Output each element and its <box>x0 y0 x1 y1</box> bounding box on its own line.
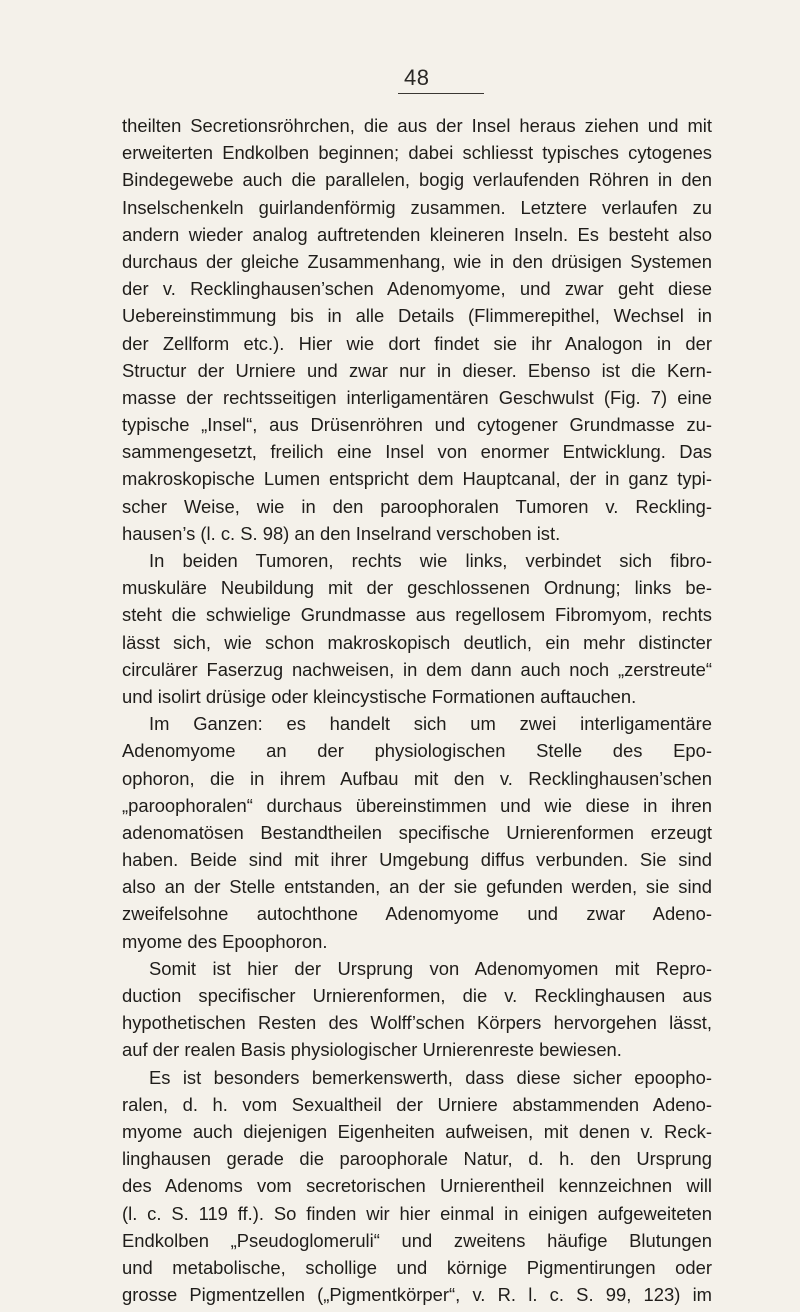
text-line: zweifelsohne autochthone Adenomyome und zwar Adeno- <box>122 903 712 925</box>
text-line: theilten Secretionsröhrchen, die aus der Insel heraus ziehen und mit <box>122 115 712 136</box>
text-line: linghausen gerade die paroophorale Natur, d. h. den Ursprung <box>122 1148 712 1170</box>
text-line: ophoron, die in ihrem Aufbau mit den v. Recklinghausen’schen <box>122 767 712 789</box>
text-line: auf der realen Basis physiologischer Urnierenreste bewiesen. <box>122 1039 622 1061</box>
text-line: des Adenoms vom secretorischen Urnierentheil kennzeichnen will <box>122 1175 712 1197</box>
text-line: erweiterten Endkolben beginnen; dabei schliesst typisches cytogenes <box>122 142 712 164</box>
text-line: myome auch diejenigen Eigenheiten aufweisen, mit denen v. Reck- <box>122 1120 712 1142</box>
text-line: hypothetischen Resten des Wolff’schen Körpers hervorgehen lässt, <box>122 1012 712 1034</box>
text-line: Somit ist hier der Ursprung von Adenomyomen mit Repro- <box>149 957 712 979</box>
text-line: sammengesetzt, freilich eine Insel von enormer Entwicklung. Das <box>122 441 712 463</box>
text-line: (l. c. S. 119 ff.). So finden wir hier einmal in einigen aufgeweiteten <box>122 1202 712 1224</box>
page-number: 48 <box>404 65 430 90</box>
text-line: der Zellform etc.). Hier wie dort findet sie ihr Analogon in der <box>122 332 712 354</box>
text-line: Adenomyome an der physiologischen Stelle des Epo- <box>122 740 712 762</box>
text-line: grosse Pigmentzellen („Pigmentkörper“, v. R. l. c. S. 99, 123) im <box>122 1284 712 1306</box>
text-line: andern wieder analog auftretenden kleineren Inseln. Es besteht also <box>122 223 712 245</box>
text-line: lässt sich, wie schon makroskopisch deutlich, ein mehr distincter <box>122 631 712 653</box>
body-text <box>122 112 712 1308</box>
header-rule <box>398 93 484 94</box>
text-line: Im Ganzen: es handelt sich um zwei interligamentäre <box>149 713 712 735</box>
text-line: scher Weise, wie in den paroophoralen Tumoren v. Reckling- <box>122 495 712 517</box>
text-line: haben. Beide sind mit ihrer Umgebung diffus verbunden. Sie sind <box>122 849 712 871</box>
text-line: durchaus der gleiche Zusammenhang, wie in den drüsigen Systemen <box>122 250 712 272</box>
text-line: adenomatösen Bestandtheilen specifische Urnierenformen erzeugt <box>122 821 712 843</box>
text-line: und metabolische, schollige und körnige Pigmentirungen oder <box>122 1256 712 1278</box>
text-line: ralen, d. h. vom Sexualtheil der Urniere abstammenden Adeno- <box>122 1093 712 1115</box>
text-line: typische „Insel“, aus Drüsenröhren und cytogener Grundmasse zu- <box>122 414 712 436</box>
text-line: Uebereinstimmung bis in alle Details (Flimmerepithel, Wechsel in <box>122 305 712 327</box>
text-line: Es ist besonders bemerkenswerth, dass diese sicher epoopho- <box>149 1066 712 1088</box>
text-line: myome des Epoophoron. <box>122 930 328 952</box>
text-line: „paroophoralen“ durchaus übereinstimmen und wie diese in ihren <box>122 794 712 816</box>
text-line: muskuläre Neubildung mit der geschlossenen Ordnung; links be- <box>122 577 712 599</box>
text-line: In beiden Tumoren, rechts wie links, verbindet sich fibro- <box>149 550 712 571</box>
text-line: also an der Stelle entstanden, an der sie gefunden werden, sie sind <box>122 876 712 898</box>
text-line: der v. Recklinghausen’schen Adenomyome, und zwar geht diese <box>122 278 712 300</box>
text-line: Bindegewebe auch die parallelen, bogig verlaufenden Röhren in den <box>122 169 712 191</box>
text-line: Structur der Urniere und zwar nur in dieser. Ebenso ist die Kern- <box>122 359 712 381</box>
text-line: circulärer Faserzug nachweisen, in dem dann auch noch „zerstreute“ <box>122 658 712 680</box>
text-line: Inselschenkeln guirlandenförmig zusammen. Letztere verlaufen zu <box>122 196 712 218</box>
text-line: und isolirt drüsige oder kleincystische Formationen auftauchen. <box>122 685 637 707</box>
text-line: masse der rechtsseitigen interligamentären Geschwulst (Fig. 7) eine <box>122 386 712 408</box>
text-line: hausen’s (l. c. S. 98) an den Inselrand verschoben ist. <box>122 522 561 544</box>
text-line: makroskopische Lumen entspricht dem Hauptcanal, der in ganz typi- <box>122 468 712 490</box>
text-line: steht die schwielige Grundmasse aus regellosem Fibromyom, rechts <box>122 604 712 626</box>
text-line: duction specifischer Urnierenformen, die v. Recklinghausen aus <box>122 985 712 1006</box>
text-line: Endkolben „Pseudoglomeruli“ und zweitens häufige Blutungen <box>122 1229 712 1251</box>
